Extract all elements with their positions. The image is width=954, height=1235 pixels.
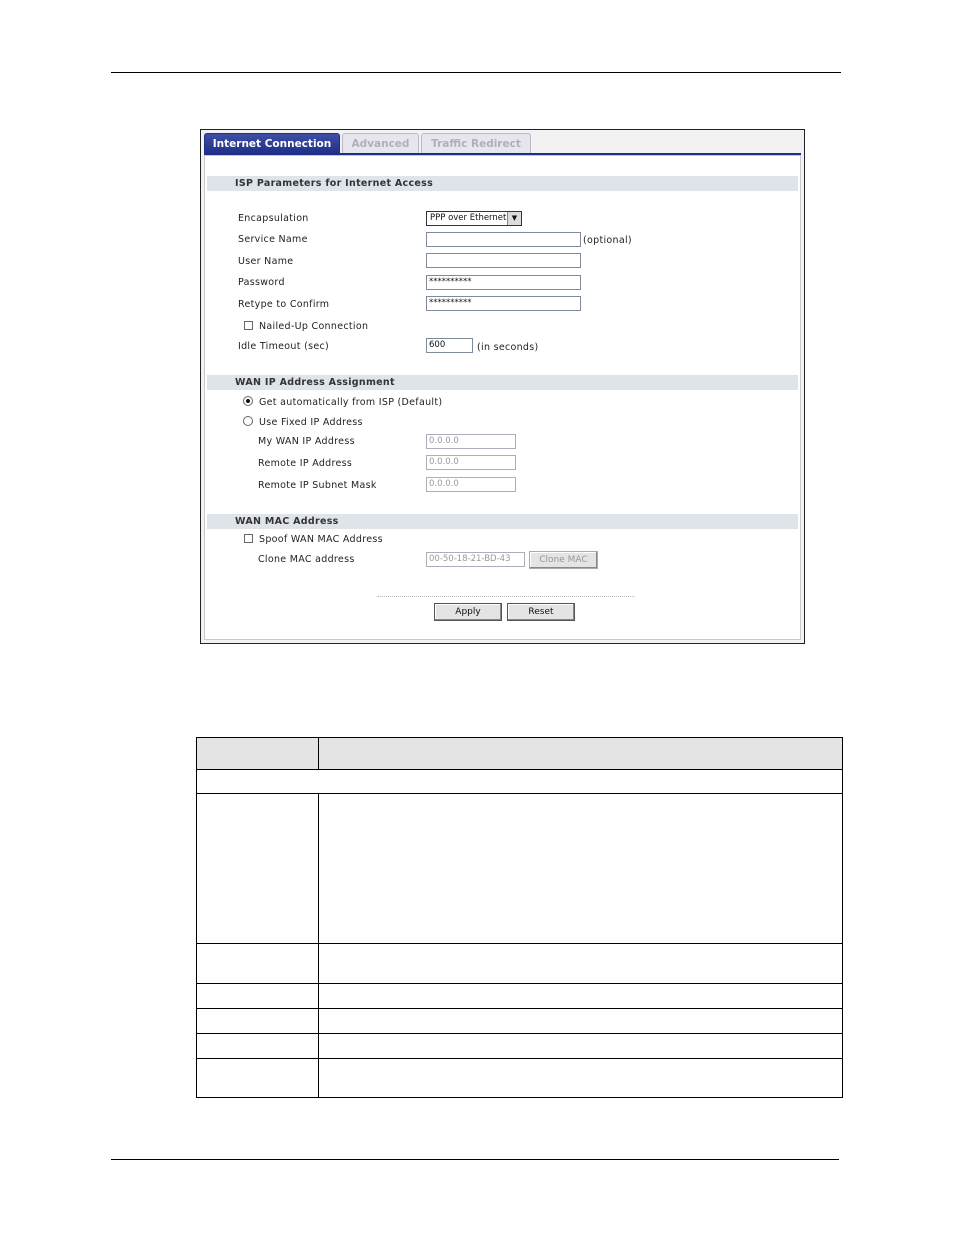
section-wan-ip: WAN IP Address Assignment	[207, 375, 798, 390]
user-name-input[interactable]	[426, 253, 581, 268]
nailed-up-label: Nailed-Up Connection	[259, 321, 369, 332]
clone-mac-label: Clone MAC address	[258, 554, 355, 565]
radio-get-automatically[interactable]	[243, 396, 253, 406]
table-row-divider	[197, 1058, 842, 1059]
divider	[377, 596, 635, 597]
footer-rule	[111, 1159, 839, 1160]
table-row-divider	[197, 943, 842, 944]
table-row-divider	[197, 1033, 842, 1034]
encapsulation-select[interactable]	[426, 211, 522, 226]
service-name-input[interactable]	[426, 232, 581, 247]
tab-advanced[interactable]: Advanced	[342, 133, 419, 154]
retype-label: Retype to Confirm	[238, 299, 330, 310]
idle-timeout-label: Idle Timeout (sec)	[238, 341, 329, 352]
screenshot-frame	[200, 129, 805, 644]
table-column-divider	[318, 794, 319, 1097]
my-wan-ip-label: My WAN IP Address	[258, 436, 355, 447]
remote-ip-label: Remote IP Address	[258, 458, 353, 469]
apply-button[interactable]: Apply	[434, 603, 502, 621]
table-row-divider	[197, 983, 842, 984]
remote-ip-input[interactable]: 0.0.0.0	[426, 455, 516, 470]
password-label: Password	[238, 277, 285, 288]
get-automatically-label: Get automatically from ISP (Default)	[259, 397, 443, 408]
remote-subnet-mask-label: Remote IP Subnet Mask	[258, 480, 377, 491]
tab-traffic-redirect[interactable]: Traffic Redirect	[421, 133, 531, 154]
user-name-label: User Name	[238, 256, 294, 267]
retype-password-input[interactable]: **********	[426, 296, 581, 311]
optional-note: (optional)	[583, 235, 632, 246]
idle-timeout-input[interactable]: 600	[426, 338, 473, 353]
encapsulation-value: PPP over Ethernet	[430, 213, 507, 223]
radio-use-fixed-ip[interactable]	[243, 416, 253, 426]
idle-timeout-unit: (in seconds)	[477, 342, 539, 353]
nailed-up-checkbox[interactable]	[244, 321, 253, 330]
reset-button[interactable]: Reset	[507, 603, 575, 621]
tab-internet-connection[interactable]: Internet Connection	[204, 133, 340, 154]
use-fixed-ip-label: Use Fixed IP Address	[259, 417, 363, 428]
spoof-mac-label: Spoof WAN MAC Address	[259, 534, 383, 545]
settings-panel	[204, 155, 801, 640]
section-wan-mac: WAN MAC Address	[207, 514, 798, 529]
header-rule	[111, 72, 841, 73]
chevron-down-icon: ▼	[507, 212, 521, 225]
service-name-label: Service Name	[238, 234, 308, 245]
clone-mac-input[interactable]: 00-50-18-21-BD-43	[426, 552, 525, 567]
encapsulation-label: Encapsulation	[238, 213, 309, 224]
description-table	[196, 737, 843, 1098]
remote-subnet-mask-input[interactable]: 0.0.0.0	[426, 477, 516, 492]
table-row-divider	[197, 1008, 842, 1009]
clone-mac-button[interactable]: Clone MAC	[529, 551, 598, 569]
password-input[interactable]: **********	[426, 275, 581, 290]
spoof-mac-checkbox[interactable]	[244, 534, 253, 543]
table-header-divider	[318, 738, 319, 769]
table-header-row	[197, 738, 842, 770]
table-row-divider	[197, 793, 842, 794]
my-wan-ip-input[interactable]: 0.0.0.0	[426, 434, 516, 449]
section-isp-parameters: ISP Parameters for Internet Access	[207, 176, 798, 191]
